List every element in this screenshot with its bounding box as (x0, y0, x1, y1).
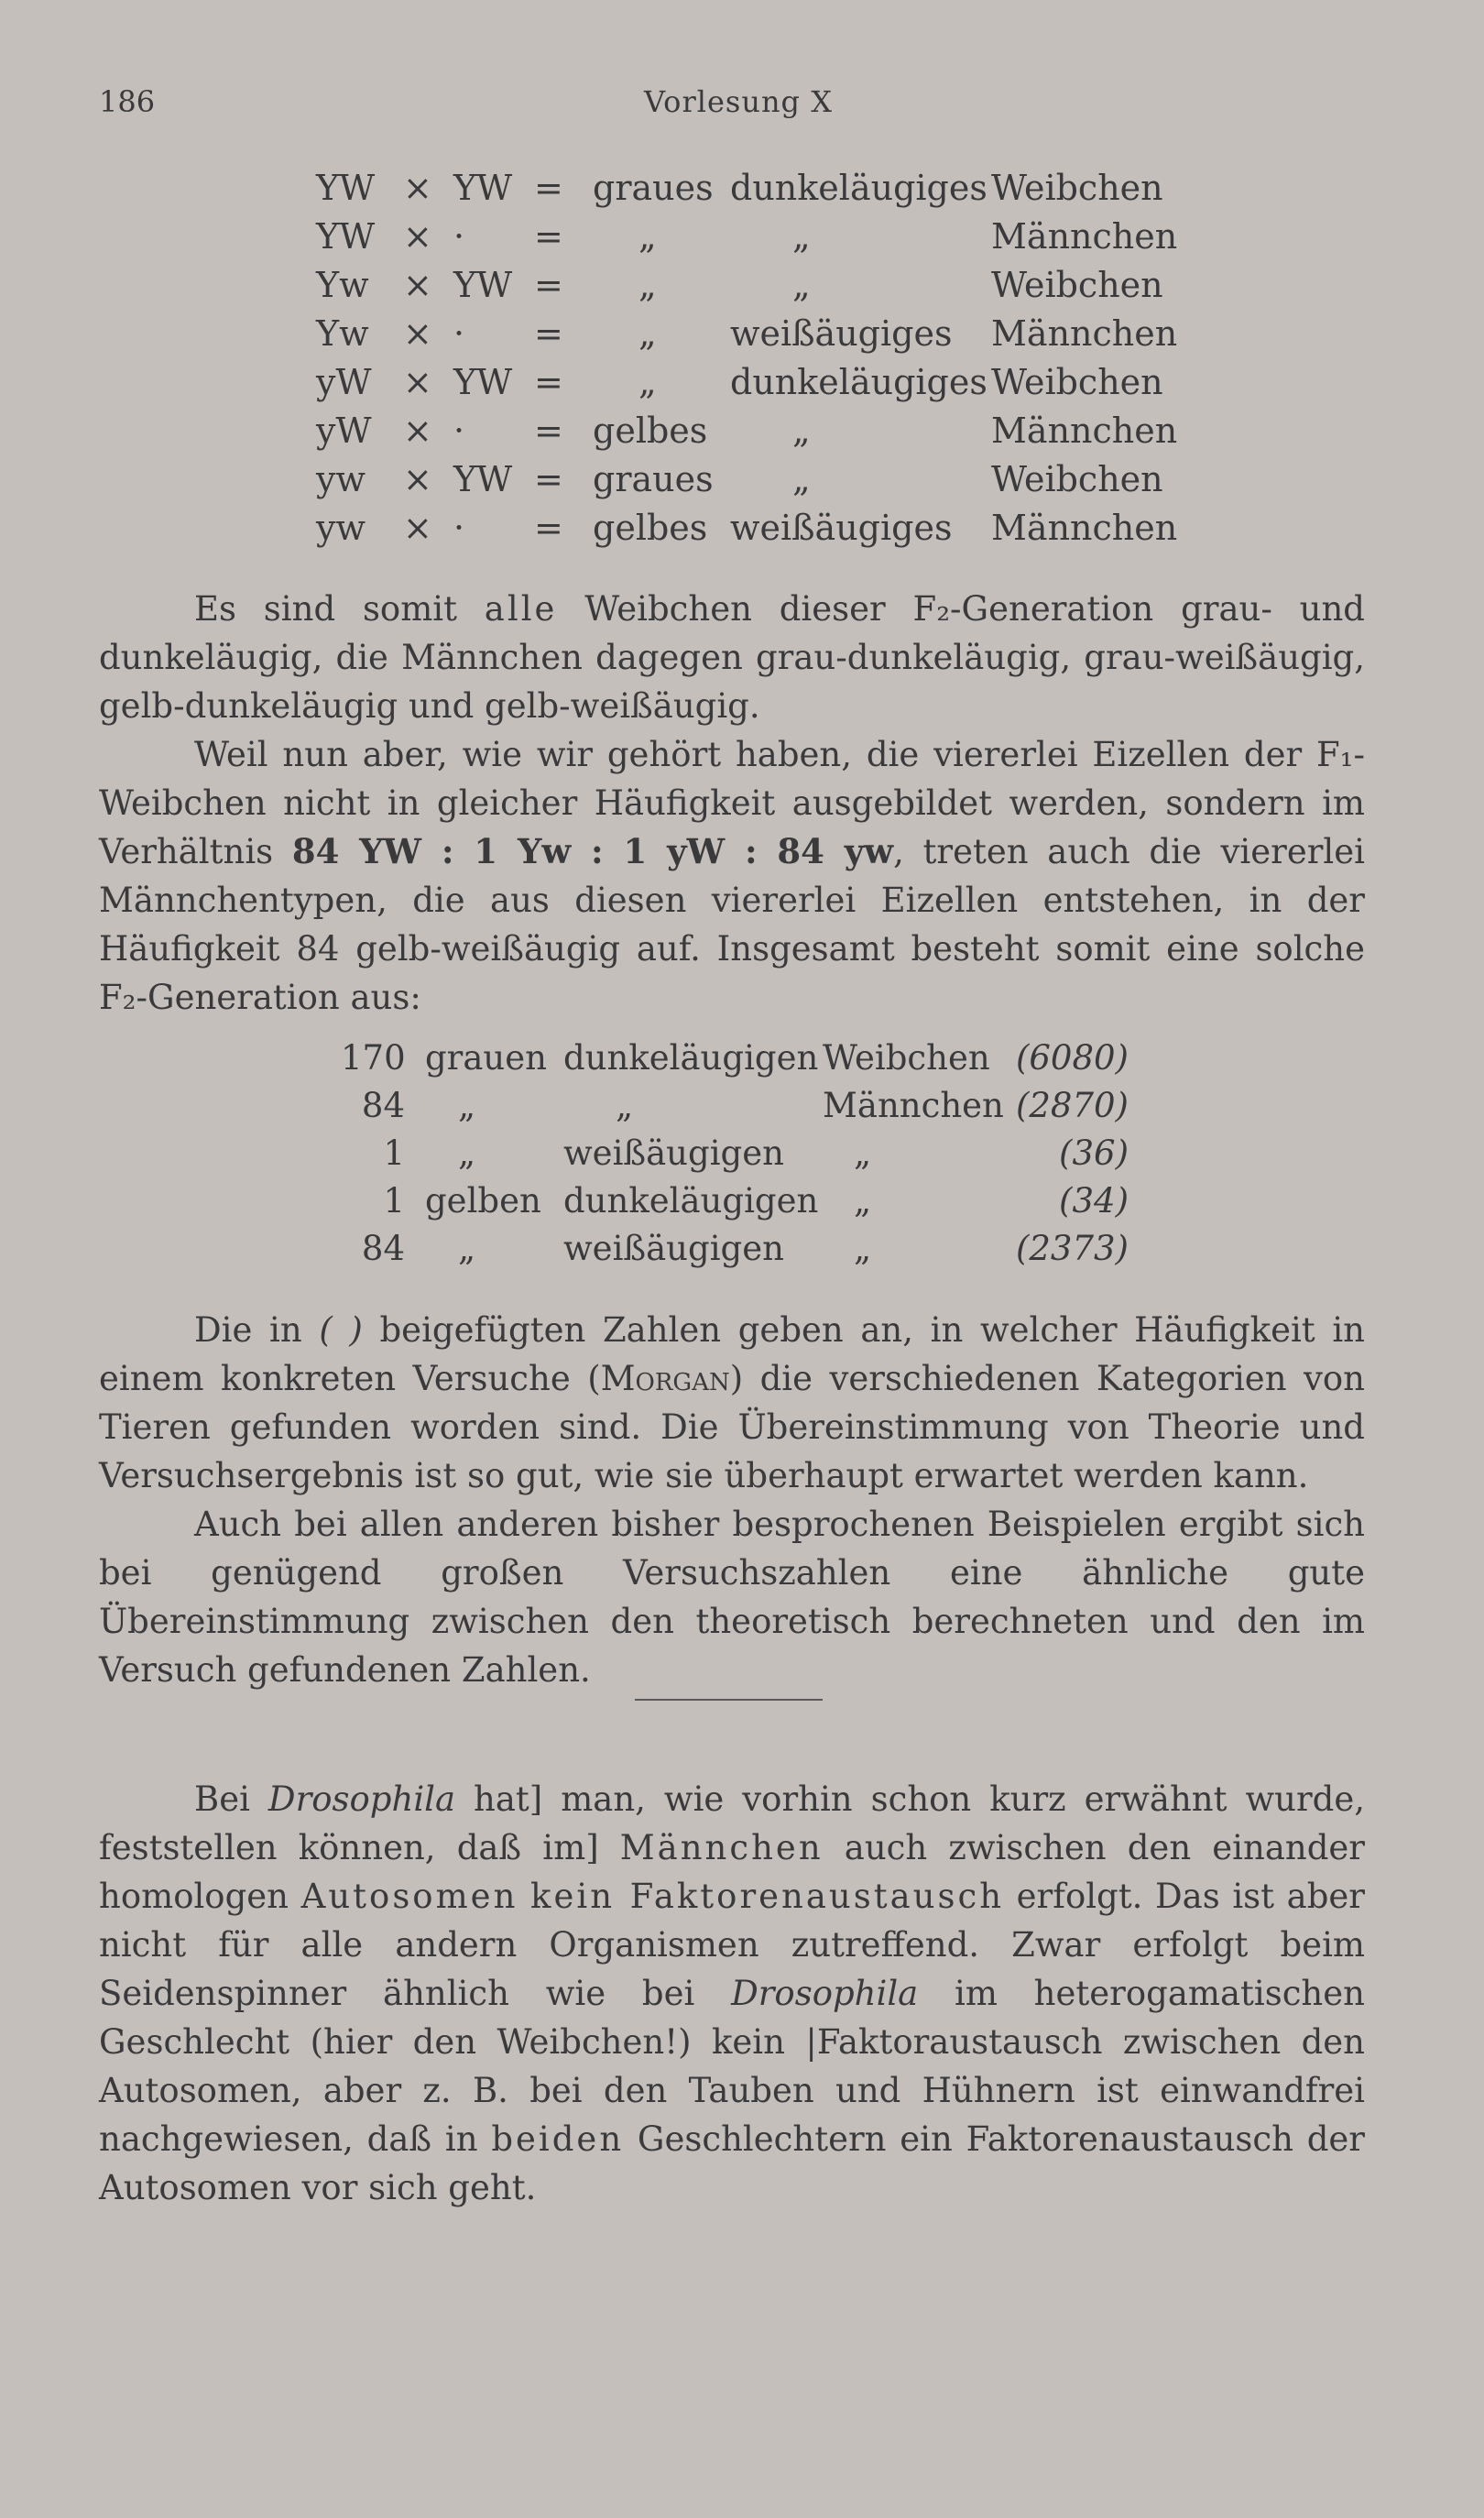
eye-type: dunkeläugiges (730, 362, 988, 402)
emphasis-text: beiden (491, 2119, 625, 2159)
paragraph (99, 1306, 1365, 1500)
eye-type: „ (792, 411, 811, 451)
cross-sign: × (403, 508, 432, 548)
running-title: Vorlesung X (644, 84, 833, 119)
paragraph-text: Geschlechtern ein Faktorenaustausch der Autosomen vor sich geht. (99, 2119, 1365, 2207)
cross-parent-2: · (453, 216, 465, 257)
eye-type: dunkeläugigen (563, 1181, 819, 1221)
equals-sign: = (534, 508, 563, 548)
cross-parent-2: YW (453, 459, 513, 499)
cross-parent-2: YW (453, 362, 513, 402)
eye-type: dunkeläugigen (563, 1038, 819, 1078)
count-row (341, 1229, 1129, 1276)
genus-name: Drosophila (267, 1779, 456, 1819)
paragraph (99, 1775, 1365, 2212)
cross-parent-1: YW (316, 168, 376, 208)
paragraph-text: Die in (194, 1310, 320, 1350)
cross-parent-1: yw (316, 459, 366, 499)
body-color: „ (638, 313, 657, 354)
eye-type: weißäugiges (730, 508, 953, 548)
sex: Weibchen (991, 362, 1163, 402)
body-color: graues (593, 459, 714, 499)
emphasis-text: alle (484, 589, 558, 629)
cross-parent-2: · (453, 411, 465, 451)
body-color: „ (638, 216, 657, 257)
cross-sign: × (403, 411, 432, 451)
parentheses-symbol: ( ) (319, 1310, 363, 1350)
sex: Männchen (823, 1086, 1004, 1125)
paragraph-text: Bei (194, 1779, 268, 1819)
cross-row (316, 265, 1177, 313)
author-name: Morgan (600, 1359, 730, 1398)
body-color: grauen (425, 1038, 547, 1078)
sex: Weibchen (991, 168, 1163, 208)
paragraph (99, 585, 1365, 730)
equals-sign: = (534, 216, 563, 257)
eye-type: weißäugigen (563, 1133, 784, 1173)
paragraph-text: , treten auch die viererlei Männchentypen, die aus diesen viererlei Eizellen entstehen, in der Häufigkeit 84 gelb-weißäugig auf. Insgesamt besteht somit eine solche F₂-Generation aus: (99, 832, 1365, 1017)
eye-type: weißäugiges (730, 313, 953, 354)
cross-sign: × (403, 265, 432, 305)
eye-type: dunkeläugiges (730, 168, 988, 208)
equals-sign: = (534, 168, 563, 208)
sex: „ (854, 1133, 872, 1173)
experimental-count: (36) (1059, 1133, 1129, 1173)
cross-row (316, 216, 1177, 265)
sex: Männchen (991, 216, 1178, 257)
paragraph-text (518, 1877, 530, 1916)
cross-table (316, 168, 1177, 556)
experimental-count: (34) (1059, 1181, 1129, 1221)
paragraph-text: Weil nun aber, wie wir gehört haben, die viererlei Eizellen der F₁-Weibchen nicht in gleicher Häufigkeit ausgebildet werden, sondern im Verhältnis (99, 735, 1365, 871)
paragraph-text: beigefügten Zahlen geben an, in welcher Häufigkeit in einem konkreten Versuche ( (99, 1310, 1365, 1398)
body-color: „ (638, 265, 657, 305)
paragraph-text: hat] man, wie vorhin schon kurz erwähnt wurde, feststellen können, daß im] (99, 1779, 1365, 1867)
experimental-count: (2870) (1015, 1086, 1129, 1125)
genus-name: Drosophila (731, 1974, 919, 2013)
paragraph-text: erfolgt. Das ist aber nicht für alle andern Organismen zutreffend. Zwar erfolgt beim Seidenspinner ähnlich wie bei (99, 1877, 1365, 2013)
cross-sign: × (403, 459, 432, 499)
equals-sign: = (534, 313, 563, 354)
eye-type: „ (616, 1086, 634, 1125)
cross-row (316, 508, 1177, 556)
sex: „ (854, 1229, 872, 1268)
equals-sign: = (534, 411, 563, 451)
emphasis-text: kein Faktorenaustausch (530, 1877, 1005, 1916)
section-divider (635, 1699, 823, 1701)
equals-sign: = (534, 265, 563, 305)
cross-sign: × (403, 362, 432, 402)
experimental-count: (6080) (1015, 1038, 1129, 1078)
cross-parent-2: · (453, 313, 465, 354)
cross-parent-2: · (453, 508, 465, 548)
cross-row (316, 459, 1177, 508)
emphasis-text: Autosomen (300, 1877, 518, 1916)
sex: „ (854, 1181, 872, 1221)
paragraph-text: im heterogamatischen Geschlecht (hier den Weibchen!) kein |Faktoraustausch zwischen den Autosomen, aber z. B. bei den Tauben und Hühnern ist einwandfrei nachgewiesen, daß in (99, 1974, 1365, 2159)
cross-row (316, 411, 1177, 459)
paragraph-text: Weibchen dieser F₂-Generation grau- und dunkeläugig, die Männchen dagegen grau-dunkeläugig, grau-weißäugig, gelb-dunkeläugig und gelb-weißäugig. (99, 589, 1365, 726)
running-head (99, 84, 1363, 130)
emphasis-text: Männchen (619, 1828, 824, 1867)
body-color: gelbes (593, 508, 708, 548)
body-color: „ (458, 1086, 476, 1125)
sex: Männchen (991, 411, 1178, 451)
eye-type: „ (792, 265, 811, 305)
sex: Männchen (991, 508, 1178, 548)
count-number: 1 (383, 1181, 405, 1221)
body-color: „ (638, 362, 657, 402)
count-number: 84 (361, 1229, 405, 1268)
f2-counts-table (341, 1038, 1129, 1276)
cross-sign: × (403, 313, 432, 354)
paragraph (99, 730, 1365, 1022)
cross-row (316, 168, 1177, 216)
equals-sign: = (534, 362, 563, 402)
cross-sign: × (403, 168, 432, 208)
cross-parent-1: YW (316, 216, 376, 257)
cross-parent-2: YW (453, 168, 513, 208)
experimental-count: (2373) (1015, 1229, 1129, 1268)
body-color: „ (458, 1133, 476, 1173)
paragraph-text: auch zwischen den einander homologen (99, 1828, 1365, 1916)
body-color: graues (593, 168, 714, 208)
count-number: 170 (341, 1038, 406, 1078)
count-number: 1 (383, 1133, 405, 1173)
equals-sign: = (534, 459, 563, 499)
eye-type: „ (792, 459, 811, 499)
body-color: „ (458, 1229, 476, 1268)
count-row (341, 1038, 1129, 1086)
cross-parent-1: yW (316, 411, 372, 451)
cross-parent-1: Yw (316, 313, 369, 354)
sex: Weibchen (991, 459, 1163, 499)
eye-type: weißäugigen (563, 1229, 784, 1268)
count-row (341, 1086, 1129, 1133)
ratio-text: 84 YW : 1 Yw : 1 yW : 84 yw (291, 831, 894, 871)
eye-type: „ (792, 216, 811, 257)
cross-parent-1: Yw (316, 265, 369, 305)
page-number: 186 (99, 84, 156, 119)
cross-row (316, 313, 1177, 362)
sex: Männchen (991, 313, 1178, 354)
sex: Weibchen (823, 1038, 990, 1078)
cross-parent-2: YW (453, 265, 513, 305)
body-color: gelben (425, 1181, 541, 1221)
count-row (341, 1133, 1129, 1181)
paragraph: Auch bei allen anderen bisher besprochenen Beispielen ergibt sich bei genügend großen Versuchszahlen eine ähnliche gute Übereinstimmung zwischen den theoretisch berechneten und den im Versuch gefundenen Zahlen. (99, 1505, 1365, 1690)
sex: Weibchen (991, 265, 1163, 305)
paragraph-text: Es sind somit (194, 589, 485, 629)
cross-parent-1: yw (316, 508, 366, 548)
body-color: gelbes (593, 411, 708, 451)
cross-parent-1: yW (316, 362, 372, 402)
cross-sign: × (403, 216, 432, 257)
cross-row (316, 362, 1177, 411)
paragraph-text: ) die verschiedenen Kategorien von Tieren gefunden worden sind. Die Übereinstimmung von Theorie und Versuchsergebnis ist so gut, wie sie überhaupt erwartet werden kann. (99, 1359, 1365, 1495)
count-row (341, 1181, 1129, 1229)
count-number: 84 (361, 1086, 405, 1125)
